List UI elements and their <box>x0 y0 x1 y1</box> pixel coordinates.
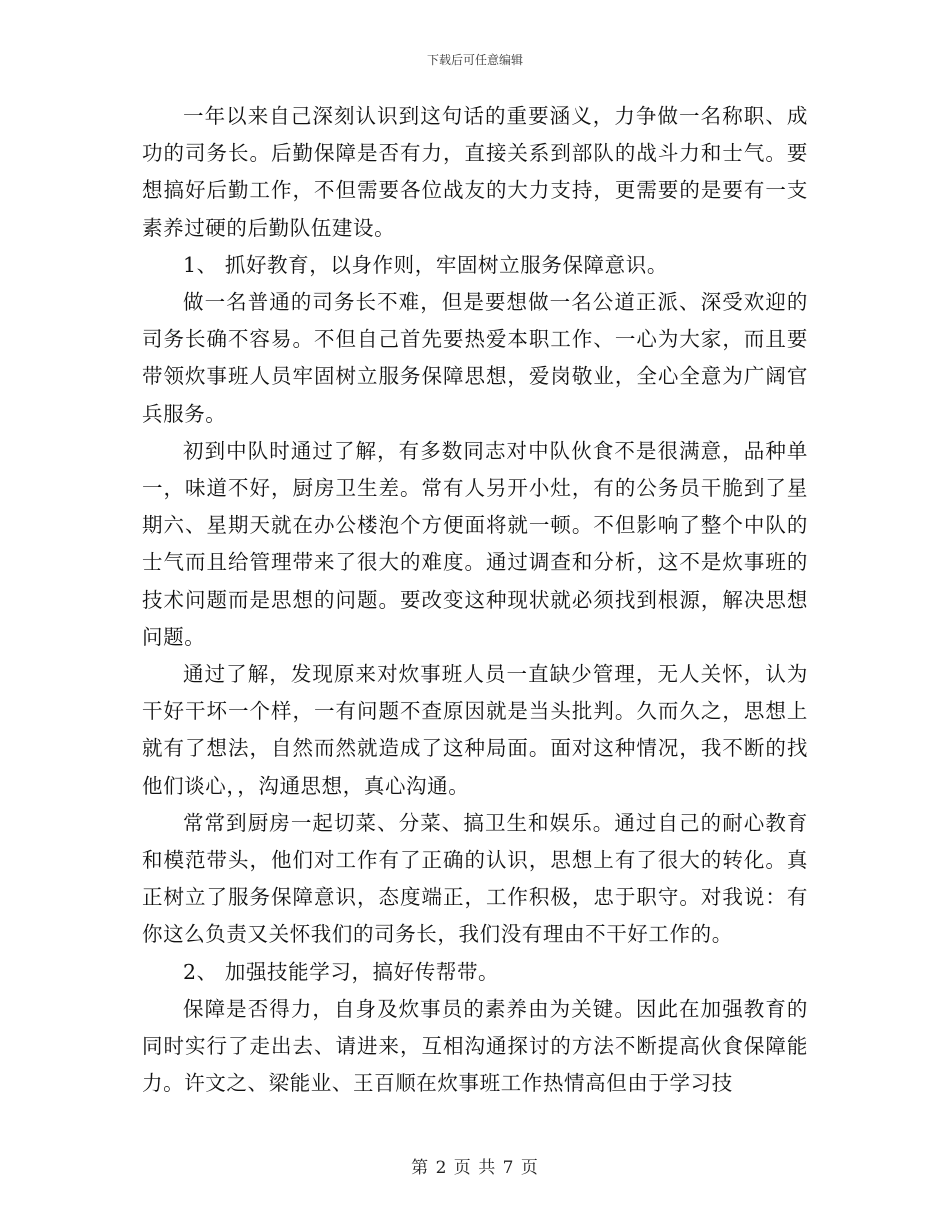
paragraph-6: 保障是否得力，自身及炊事员的素养由为关键。因此在加强教育的同时实行了走出去、请进来，互相沟通探讨的方法不断提高伙食保障能力。许文之、梁能业、王百顺在炊事班工作热情高但由于学习技 <box>142 996 808 1096</box>
paragraph-3: 初到中队时通过了解，有多数同志对中队伙食不是很满意，品种单一，味道不好，厨房卫生差。常有人另开小灶，有的公务员干脆到了星期六、星期天就在办公楼泡个方便面将就一顿。不但影响了整个中队的士气而且给管理带来了很大的难度。通过调查和分析，这不是炊事班的技术问题而是思想的问题。要改变这种现状就必须找到根源，解决思想问题。 <box>142 438 808 649</box>
paragraph-5: 常常到厨房一起切菜、分菜、搞卫生和娱乐。通过自己的耐心教育和模范带头，他们对工作有了正确的认识，思想上有了很大的转化。真正树立了服务保障意识，态度端正，工作积极，忠于职守。对我说：有你这么负责又关怀我们的司务长，我们没有理由不干好工作的。 <box>142 810 808 947</box>
section-heading-1: 1、 抓好教育，以身作则，牢固树立服务保障意识。 <box>183 252 668 277</box>
paragraph-1: 一年以来自己深刻认识到这句话的重要涵义，力争做一名称职、成功的司务长。后勤保障是否有力，直接关系到部队的战斗力和士气。要想搞好后勤工作，不但需要各位战友的大力支持，更需要的是要有一支素养过硬的后勤队伍建设。 <box>142 104 808 240</box>
document-body <box>142 98 808 1102</box>
page-number: 第 2 页 共 7 页 <box>411 1158 539 1178</box>
page-header: 下载后可任意编辑 <box>426 53 523 67</box>
paragraph-4: 通过了解，发现原来对炊事班人员一直缺少管理，无人关怀，认为干好干坏一个样，一有问题不查原因就是当头批判。久而久之，思想上就有了想法，自然而然就造成了这种局面。面对这种情况，我不断的找他们谈心，，沟通思想，真心沟通。 <box>142 662 808 798</box>
paragraph-2: 做一名普通的司务长不难，但是要想做一名公道正派、深受欢迎的司务长确不容易。不但自己首先要热爱本职工作、一心为大家，而且要带领炊事班人员牢固树立服务保障思想，爱岗敬业，全心全意为广阔官兵服务。 <box>142 290 808 426</box>
section-heading-2: 2、 加强技能学习，搞好传帮带。 <box>183 959 500 984</box>
